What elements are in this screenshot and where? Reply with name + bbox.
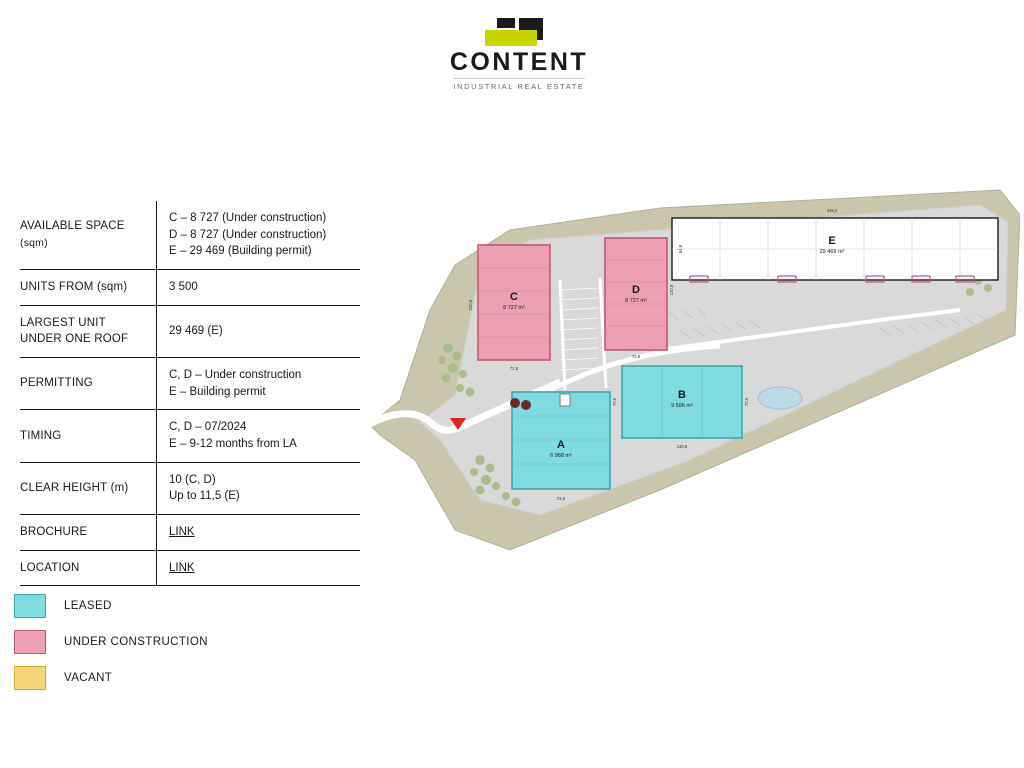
building-e[interactable] xyxy=(672,208,998,282)
row-label-brochure: BROCHURE xyxy=(20,515,157,551)
content-logo-mark xyxy=(464,18,574,46)
company-logo xyxy=(444,18,594,94)
building-c-letter: C xyxy=(510,291,518,303)
value-line: C – 8 727 (Under construction) xyxy=(169,212,327,224)
table-row xyxy=(20,270,360,306)
row-label-location: LOCATION xyxy=(20,550,157,586)
brochure-link[interactable]: LINK xyxy=(169,526,195,539)
table-row xyxy=(20,410,360,462)
pond xyxy=(758,387,802,409)
building-d-letter: D xyxy=(632,284,640,296)
logo-shape-green xyxy=(497,30,537,46)
building-b[interactable] xyxy=(612,366,749,449)
row-value-units-from xyxy=(157,270,361,306)
row-value-location[interactable] xyxy=(157,550,361,586)
row-value-available-space xyxy=(157,201,361,270)
specification-table xyxy=(20,200,360,586)
logo-company-name: CONTENT xyxy=(449,48,589,76)
value-line: 3 500 xyxy=(169,281,198,294)
row-value-permitting xyxy=(157,358,361,410)
value-line: D – 8 727 (Under construction) xyxy=(169,228,327,241)
building-c-dim-left: 120,8 xyxy=(468,299,473,311)
building-e-letter: E xyxy=(828,235,836,247)
value-line: C, D – 07/2024 xyxy=(169,421,247,434)
building-d-dim-left: 120,8 xyxy=(669,284,674,296)
row-label-clear-height: CLEAR HEIGHT (m) xyxy=(20,462,157,514)
legend-item-vacant xyxy=(14,660,334,696)
value-line: E – 9-12 months from LA xyxy=(169,438,297,451)
table-row xyxy=(20,305,360,357)
building-b-letter: B xyxy=(678,389,686,401)
value-line: 29 469 (E) xyxy=(169,325,223,338)
legend xyxy=(14,588,334,696)
gatehouse xyxy=(560,394,570,406)
building-c[interactable] xyxy=(468,245,550,371)
building-a-letter: A xyxy=(557,439,565,451)
building-b-dim-left: 72,5 xyxy=(612,397,617,407)
value-line: E – Building permit xyxy=(169,385,266,398)
legend-swatch-under-construction xyxy=(14,630,46,654)
building-d[interactable] xyxy=(605,238,674,359)
building-e-dim-left: 84,8 xyxy=(678,244,683,254)
row-label-permitting: PERMITTING xyxy=(20,358,157,410)
row-value-clear-height xyxy=(157,462,361,514)
building-e-dim-top: 349,3 xyxy=(826,208,838,213)
building-c-dim-bottom: 72,8 xyxy=(509,366,519,371)
location-link[interactable]: LINK xyxy=(169,561,195,574)
legend-item-under-construction xyxy=(14,624,334,660)
legend-item-leased xyxy=(14,588,334,624)
logo-tagline: INDUSTRIAL REAL ESTATE xyxy=(453,78,584,91)
logo-shape-dark-top xyxy=(497,18,515,28)
legend-swatch-vacant xyxy=(14,666,46,690)
building-b-dim-bottom: 120,8 xyxy=(676,444,688,449)
row-label-available-space xyxy=(20,201,157,270)
row-value-largest-unit xyxy=(157,305,361,357)
label-text: AVAILABLE SPACE xyxy=(20,220,125,233)
site-plan xyxy=(360,160,1020,580)
label-text: LARGEST UNIT xyxy=(20,316,106,329)
building-c-area: 8 727 m² xyxy=(503,305,525,311)
logo-shape-green-left xyxy=(485,30,497,46)
legend-label-leased: LEASED xyxy=(64,600,112,612)
row-label-units-from: UNITS FROM (sqm) xyxy=(20,270,157,306)
building-e-area: 29 469 m² xyxy=(819,249,845,255)
building-d-dim-bottom: 72,8 xyxy=(631,354,641,359)
table-row xyxy=(20,550,360,586)
value-line: Up to 11,5 (E) xyxy=(169,490,240,503)
label-subtext: UNDER ONE ROOF xyxy=(20,333,129,346)
building-a-dim-bottom: 72,5 xyxy=(556,496,566,501)
legend-label-under-construction: UNDER CONSTRUCTION xyxy=(64,636,208,648)
building-d-area: 8 727 m² xyxy=(625,298,647,304)
table-row xyxy=(20,201,360,270)
row-value-brochure[interactable] xyxy=(157,515,361,551)
legend-label-vacant: VACANT xyxy=(64,672,113,684)
building-b-area: 9 596 m² xyxy=(671,403,693,409)
building-a-area: 6 988 m² xyxy=(550,453,572,459)
legend-swatch-leased xyxy=(14,594,46,618)
value-line: E – 29 469 (Building permit) xyxy=(169,245,312,258)
row-label-largest-unit xyxy=(20,305,157,357)
table-row xyxy=(20,462,360,514)
row-value-timing xyxy=(157,410,361,462)
table-row xyxy=(20,515,360,551)
table-row xyxy=(20,358,360,410)
building-b-dim-right: 72,5 xyxy=(744,397,749,407)
label-subtext: (sqm) xyxy=(20,237,48,249)
value-line: 10 (C, D) xyxy=(169,473,216,486)
value-line: C, D – Under construction xyxy=(169,369,302,382)
row-label-timing: TIMING xyxy=(20,410,157,462)
